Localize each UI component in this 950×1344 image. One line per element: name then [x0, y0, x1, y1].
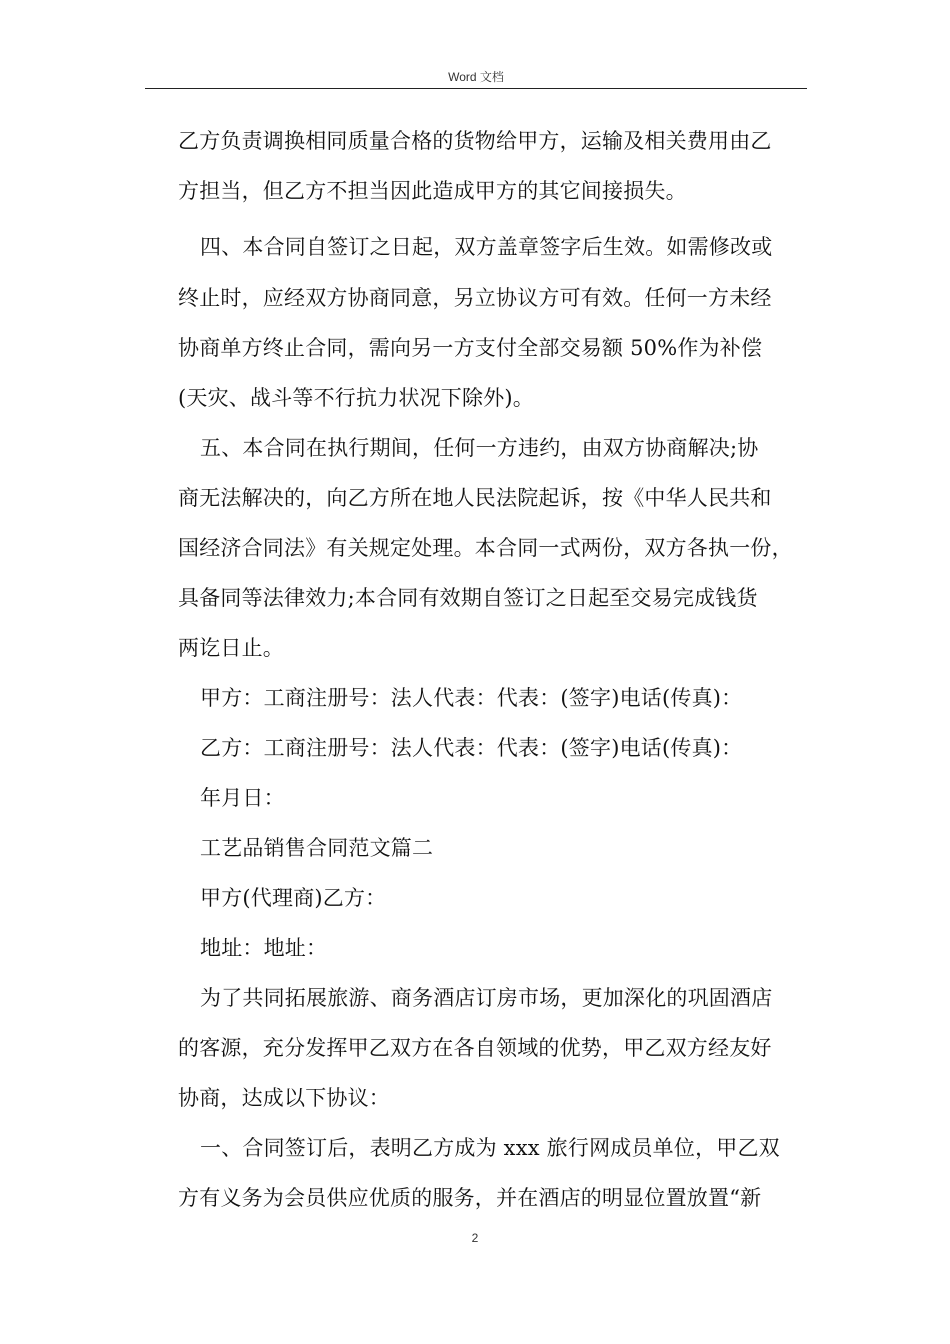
- text-line: 甲方：工商注册号：法人代表：代表：(签字)电话(传真)：: [200, 686, 743, 710]
- text-line: 工艺品销售合同范文篇二: [200, 836, 434, 860]
- text-line: 为了共同拓展旅游、商务酒店订房市场，更加深化的巩固酒店: [200, 986, 773, 1010]
- text-line: 商无法解决的，向乙方所在地人民法院起诉，按《中华人民共和: [178, 486, 772, 510]
- text-line: 协商，达成以下协议：: [178, 1086, 390, 1110]
- text-line: 的客源，充分发挥甲乙双方在各自领域的优势，甲乙双方经友好: [178, 1036, 772, 1060]
- text-line: 甲方(代理商)乙方：: [200, 886, 387, 910]
- text-line: 地址：地址：: [200, 936, 328, 960]
- text-line: (天灾、战斗等不行抗力状况下除外)。: [178, 386, 534, 410]
- page-number: 2: [471, 1231, 479, 1245]
- text-line: 方有义务为会员供应优质的服务，并在酒店的明显位置放置“新: [178, 1186, 762, 1210]
- text-line: 四、本合同自签订之日起，双方盖章签字后生效。如需修改或: [200, 235, 773, 259]
- text-line: 方担当，但乙方不担当因此造成甲方的其它间接损失。: [178, 179, 687, 203]
- text-line: 两讫日止。: [178, 636, 284, 660]
- text-line: 终止时，应经双方协商同意，另立协议方可有效。任何一方未经: [178, 286, 772, 310]
- text-line: 乙方负责调换相同质量合格的货物给甲方，运输及相关费用由乙: [178, 129, 772, 153]
- text-line: 年月日：: [200, 786, 285, 810]
- text-line: 协商单方终止合同，需向另一方支付全部交易额 50%作为补偿: [178, 336, 763, 360]
- text-line: 国经济合同法》有关规定处理。本合同一式两份，双方各执一份，: [178, 536, 793, 560]
- text-line: 一、合同签订后，表明乙方成为 xxx 旅行网成员单位，甲乙双: [200, 1136, 780, 1160]
- text-line: 五、本合同在执行期间，任何一方违约，由双方协商解决;协: [200, 436, 759, 460]
- page-header: Word 文档: [448, 70, 504, 84]
- text-line: 具备同等法律效力;本合同有效期自签订之日起至交易完成钱货: [178, 586, 758, 610]
- text-line: 乙方：工商注册号：法人代表：代表：(签字)电话(传真)：: [200, 736, 743, 760]
- header-rule: [145, 88, 807, 89]
